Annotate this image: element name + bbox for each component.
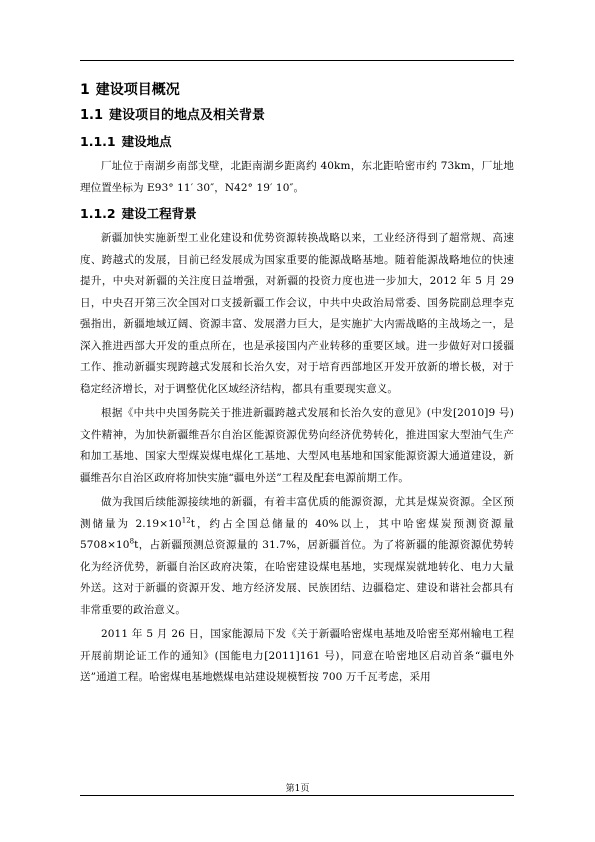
footer-rule — [80, 795, 514, 796]
paragraph-background-2: 根据《中共中央国务院关于推进新疆跨越式发展和长治久安的意见》(中发[2010]9 号)文件精神，为加快新疆维吾尔自治区能源资源优势向经济优势转化，推进国家大型油气生产和加工基地、国家大型煤炭煤电煤化工基地、大型风电基地和国家能源资源大通道建设，新疆维吾尔自治区政府将加快实施“疆电外送”工程及配套电源前期工作。 — [80, 407, 514, 484]
header-rule — [80, 60, 514, 61]
heading-number: 1.1.1 — [80, 134, 116, 149]
paragraph-background-4: 2011 年 5 月 26 日，国家能源局下发《关于新疆哈密煤电基地及哈密至郑州输电工程开展前期论证工作的通知》(国能电力[2011]161 号)，同意在哈密地区启动首条“疆电外送”通道工程。哈密煤电基地燃煤电站建设规模暂按 700 万千瓦考虑，采用 — [80, 628, 514, 683]
text-run: t，占新疆预测总资源量的 31.7%，居新疆首位。为了将新疆的能源资源优势转化为经济优势，新疆自治区政府决策，在哈密建设煤电基地，实现煤炭就地转化、电力大量外送。这对于新疆的资源开发、地方经济发展、民族团结、边疆稳定、建设和谐社会都具有非常重要的政治意义。 — [80, 539, 514, 616]
heading-number: 1 — [80, 82, 90, 98]
heading-level1 — [80, 79, 514, 101]
heading-text: 建设项目概况 — [95, 82, 180, 98]
heading-background — [80, 203, 514, 225]
paragraph-background-3 — [80, 492, 514, 621]
text-run: t，约占全国总储量的 40%以上，其中哈密煤炭预测资源量 5708×10 — [80, 517, 514, 551]
text-run: 做为我国后续能源接续地的新疆，有着丰富优质的能源资源，尤其是煤炭资源。全区预测储量为 2.19×10 — [80, 496, 514, 530]
page-number: 第1页 — [285, 784, 310, 794]
heading-number: 1.1.2 — [80, 206, 116, 221]
heading-level2 — [80, 105, 514, 127]
heading-text: 建设项目的地点及相关背景 — [109, 108, 266, 123]
heading-text: 建设工程背景 — [121, 206, 197, 221]
paragraph-location: 厂址位于南湖乡南部戈壁，北距南湖乡距离约 40km，东北距哈密市约 73km，厂址地理位置坐标为 E93° 11′ 30″，N42° 19′ 10″。 — [80, 160, 514, 194]
heading-location — [80, 131, 514, 153]
superscript: 12 — [181, 516, 191, 524]
superscript: 8 — [129, 537, 135, 546]
page-body — [80, 66, 514, 689]
heading-text: 建设地点 — [121, 134, 172, 149]
paragraph-background-1: 新疆加快实施新型工业化建设和优势资源转换战略以来，工业经济得到了超常规、高速度、跨越式的发展，目前已经发展成为国家重要的能源战略基地。随着能源战略地位的快速提升，中央对新疆的关注度日益增强，对新疆的投资力度也进一步加大，2012 年 5 月 29 日，中央召开第三次全国对口支援新疆工作会议，中共中央政治局常委、国务院副总理李克强指出，新疆地域辽阔、资源丰富、发展潜力巨大，是实施扩大内需战略的主战场之一，是深入推进西部大开发的重点所在，也是承接国内产业转移的重要区域。进一步做好对口援疆工作、推动新疆实现跨越式发展和长治久安，对于培育西部地区开发开放新的增长极，对于稳定经济增长，对于调整优化区域经济结构，都具有重要现实意义。 — [80, 232, 514, 395]
heading-number: 1.1 — [80, 108, 104, 123]
